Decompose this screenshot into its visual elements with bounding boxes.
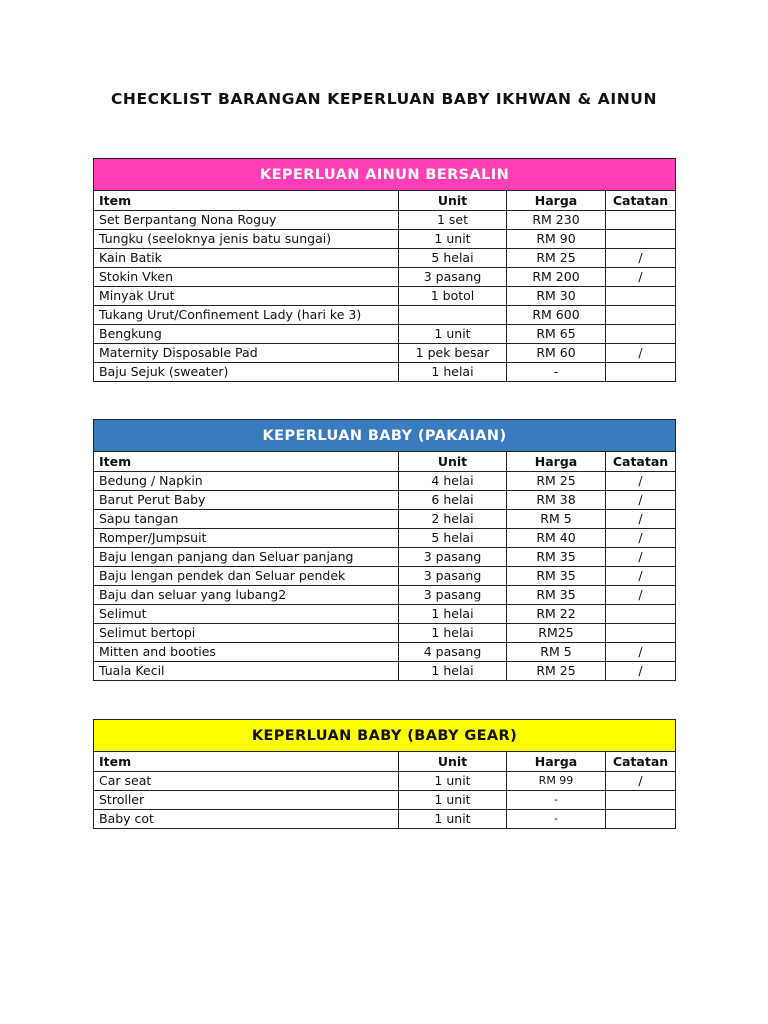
catatan-cell: / <box>606 344 676 363</box>
column-header-row <box>94 452 676 472</box>
column-header-catatan: Catatan <box>606 752 676 772</box>
harga-cell: RM 230 <box>507 211 606 230</box>
item-cell: Minyak Urut <box>94 287 399 306</box>
table-row <box>94 363 676 382</box>
section-title-row <box>94 159 676 191</box>
catatan-cell: / <box>606 567 676 586</box>
item-cell: Bengkung <box>94 325 399 344</box>
harga-cell: - <box>507 791 606 810</box>
column-header-item: Item <box>94 752 399 772</box>
item-cell: Set Berpantang Nona Roguy <box>94 211 399 230</box>
catatan-cell <box>606 306 676 325</box>
harga-cell: RM 60 <box>507 344 606 363</box>
item-cell: Baju lengan pendek dan Seluar pendek <box>94 567 399 586</box>
column-header-unit: Unit <box>399 191 507 211</box>
catatan-cell: / <box>606 529 676 548</box>
item-cell: Sapu tangan <box>94 510 399 529</box>
harga-cell: RM 5 <box>507 643 606 662</box>
harga-cell: RM 35 <box>507 567 606 586</box>
catatan-cell: / <box>606 249 676 268</box>
harga-cell: RM25 <box>507 624 606 643</box>
unit-cell: 5 helai <box>399 529 507 548</box>
catatan-cell <box>606 363 676 382</box>
catatan-cell <box>606 211 676 230</box>
unit-cell: 1 set <box>399 211 507 230</box>
catatan-cell: / <box>606 491 676 510</box>
harga-cell: RM 5 <box>507 510 606 529</box>
unit-cell: 3 pasang <box>399 586 507 605</box>
item-cell: Maternity Disposable Pad <box>94 344 399 363</box>
unit-cell: 1 helai <box>399 363 507 382</box>
catatan-cell <box>606 810 676 829</box>
table-row <box>94 529 676 548</box>
harga-cell: - <box>507 363 606 382</box>
section-title: KEPERLUAN BABY (BABY GEAR) <box>94 720 676 752</box>
item-cell: Car seat <box>94 772 399 791</box>
harga-cell: RM 65 <box>507 325 606 344</box>
table-row <box>94 249 676 268</box>
section-title: KEPERLUAN AINUN BERSALIN <box>94 159 676 191</box>
column-header-item: Item <box>94 191 399 211</box>
column-header-unit: Unit <box>399 752 507 772</box>
item-cell: Selimut <box>94 605 399 624</box>
item-cell: Romper/Jumpsuit <box>94 529 399 548</box>
item-cell: Baju dan seluar yang lubang2 <box>94 586 399 605</box>
section-title-row <box>94 720 676 752</box>
item-cell: Selimut bertopi <box>94 624 399 643</box>
harga-cell: RM 25 <box>507 662 606 681</box>
harga-cell: RM 600 <box>507 306 606 325</box>
table-row <box>94 586 676 605</box>
item-cell: Stokin Vken <box>94 268 399 287</box>
table-row <box>94 605 676 624</box>
item-cell: Baju Sejuk (sweater) <box>94 363 399 382</box>
table-row <box>94 567 676 586</box>
harga-cell: RM 90 <box>507 230 606 249</box>
catatan-cell <box>606 287 676 306</box>
table-row <box>94 230 676 249</box>
harga-cell: RM 25 <box>507 249 606 268</box>
column-header-harga: Harga <box>507 191 606 211</box>
table-row <box>94 491 676 510</box>
unit-cell: 4 pasang <box>399 643 507 662</box>
item-cell: Bedung / Napkin <box>94 472 399 491</box>
item-cell: Stroller <box>94 791 399 810</box>
column-header-item: Item <box>94 452 399 472</box>
harga-cell: RM 30 <box>507 287 606 306</box>
unit-cell: 3 pasang <box>399 567 507 586</box>
catatan-cell: / <box>606 643 676 662</box>
section-table-ainun-bersalin <box>93 158 676 382</box>
item-cell: Tungku (seeloknya jenis batu sungai) <box>94 230 399 249</box>
catatan-cell: / <box>606 268 676 287</box>
column-header-harga: Harga <box>507 452 606 472</box>
item-cell: Barut Perut Baby <box>94 491 399 510</box>
catatan-cell <box>606 624 676 643</box>
unit-cell: 1 botol <box>399 287 507 306</box>
section-title-row <box>94 420 676 452</box>
table-row <box>94 810 676 829</box>
unit-cell: 6 helai <box>399 491 507 510</box>
column-header-row <box>94 191 676 211</box>
item-cell: Tuala Kecil <box>94 662 399 681</box>
table-row <box>94 472 676 491</box>
table-row <box>94 662 676 681</box>
table-row <box>94 306 676 325</box>
document-title: CHECKLIST BARANGAN KEPERLUAN BABY IKHWAN & AINUN <box>110 90 658 108</box>
table-row <box>94 268 676 287</box>
table-row <box>94 772 676 791</box>
catatan-cell: / <box>606 510 676 529</box>
catatan-cell: / <box>606 662 676 681</box>
harga-cell: RM 40 <box>507 529 606 548</box>
unit-cell: 1 pek besar <box>399 344 507 363</box>
unit-cell: 3 pasang <box>399 268 507 287</box>
catatan-cell: / <box>606 586 676 605</box>
unit-cell: 1 unit <box>399 791 507 810</box>
unit-cell: 3 pasang <box>399 548 507 567</box>
unit-cell: 1 helai <box>399 624 507 643</box>
catatan-cell: / <box>606 472 676 491</box>
harga-cell: - <box>507 810 606 829</box>
harga-cell: RM 22 <box>507 605 606 624</box>
item-cell: Tukang Urut/Confinement Lady (hari ke 3) <box>94 306 399 325</box>
catatan-cell <box>606 325 676 344</box>
catatan-cell <box>606 791 676 810</box>
table-row <box>94 643 676 662</box>
item-cell: Mitten and booties <box>94 643 399 662</box>
table-row <box>94 548 676 567</box>
column-header-catatan: Catatan <box>606 452 676 472</box>
unit-cell: 2 helai <box>399 510 507 529</box>
table-row <box>94 287 676 306</box>
section-table-baby-gear <box>93 719 676 829</box>
table-row <box>94 325 676 344</box>
item-cell: Baju lengan panjang dan Seluar panjang <box>94 548 399 567</box>
unit-cell: 4 helai <box>399 472 507 491</box>
column-header-unit: Unit <box>399 452 507 472</box>
harga-cell: RM 200 <box>507 268 606 287</box>
harga-cell: RM 35 <box>507 586 606 605</box>
unit-cell <box>399 306 507 325</box>
section-title: KEPERLUAN BABY (PAKAIAN) <box>94 420 676 452</box>
harga-cell: RM 38 <box>507 491 606 510</box>
harga-cell: RM 35 <box>507 548 606 567</box>
unit-cell: 1 unit <box>399 230 507 249</box>
section-table-baby-pakaian <box>93 419 676 681</box>
catatan-cell <box>606 230 676 249</box>
column-header-catatan: Catatan <box>606 191 676 211</box>
harga-cell: RM 25 <box>507 472 606 491</box>
table-row <box>94 791 676 810</box>
unit-cell: 1 unit <box>399 772 507 791</box>
unit-cell: 1 unit <box>399 325 507 344</box>
item-cell: Kain Batik <box>94 249 399 268</box>
catatan-cell <box>606 605 676 624</box>
table-row <box>94 344 676 363</box>
column-header-row <box>94 752 676 772</box>
table-row <box>94 211 676 230</box>
unit-cell: 5 helai <box>399 249 507 268</box>
item-cell: Baby cot <box>94 810 399 829</box>
catatan-cell: / <box>606 772 676 791</box>
table-row <box>94 510 676 529</box>
table-row <box>94 624 676 643</box>
catatan-cell: / <box>606 548 676 567</box>
unit-cell: 1 helai <box>399 662 507 681</box>
column-header-harga: Harga <box>507 752 606 772</box>
unit-cell: 1 helai <box>399 605 507 624</box>
unit-cell: 1 unit <box>399 810 507 829</box>
harga-cell: RM 99 <box>507 772 606 791</box>
